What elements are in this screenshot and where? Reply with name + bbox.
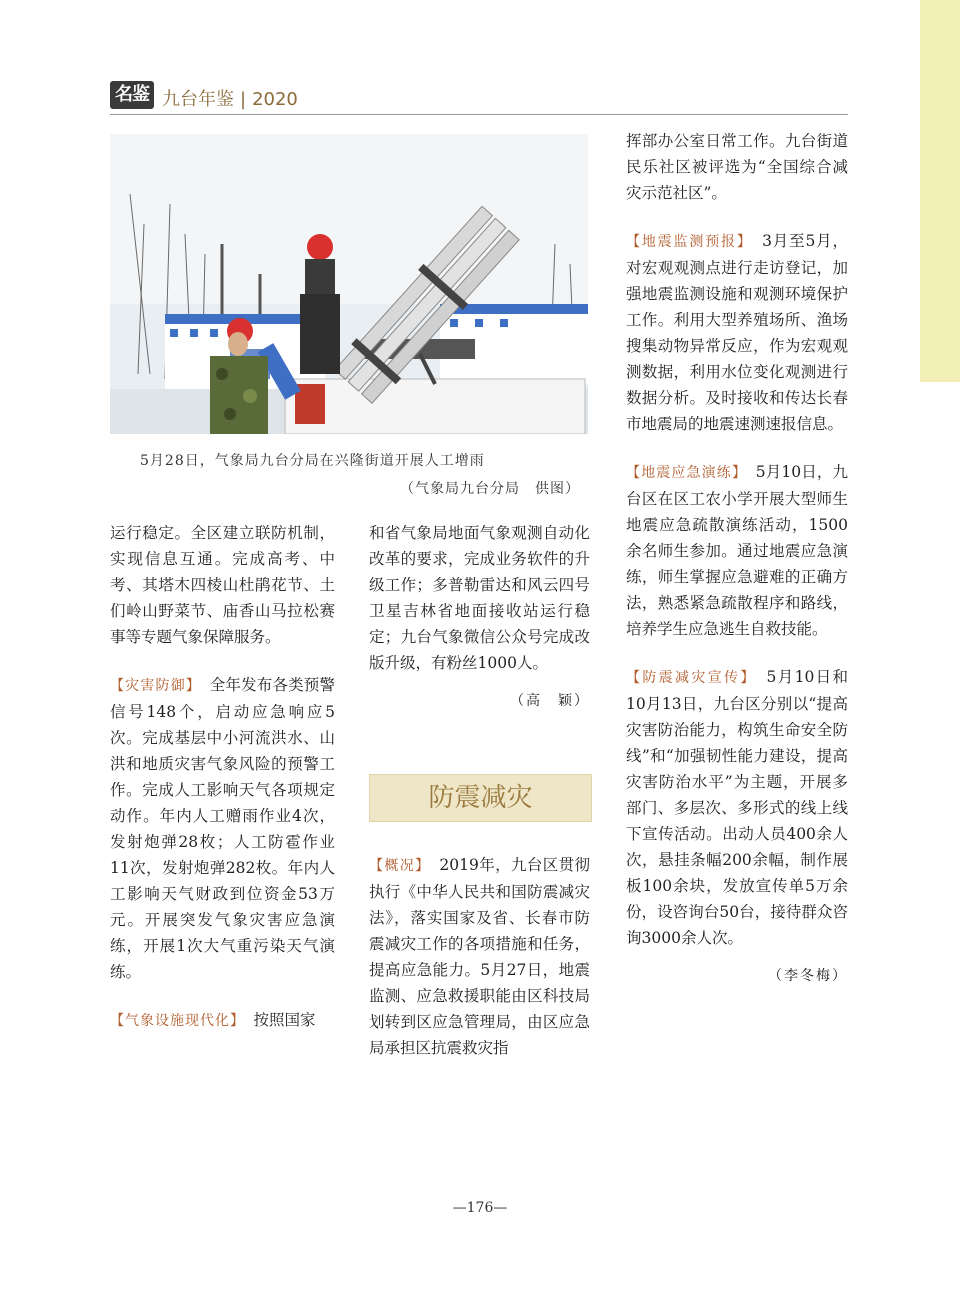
paragraph	[110, 1007, 335, 1034]
photo-caption: 5月28日，气象局九台分局在兴隆街道开展人工增雨	[140, 453, 485, 469]
paragraph-text: 按照国家	[253, 1011, 316, 1029]
paragraph: 运行稳定。全区建立联防机制，实现信息互通。完成高考、中考、其塔木四棱山杜鹃花节、土们岭山野菜节、庙香山马拉松赛事等专题气象保障服务。	[110, 524, 335, 646]
keyword-publicity: 【防震减灾宣传】	[626, 670, 750, 686]
column-3	[626, 128, 848, 1011]
side-tab	[920, 0, 960, 382]
column-2	[369, 520, 590, 736]
paragraph	[369, 852, 590, 1061]
paragraph	[626, 459, 848, 642]
photo-credit: （气象局九台分局 供图）	[400, 481, 580, 497]
keyword-overview: 【概况】	[369, 858, 424, 874]
page-number: —176—	[452, 1200, 508, 1216]
keyword-meteorological-facilities: 【气象设施现代化】	[110, 1013, 238, 1029]
keyword-earthquake-monitoring: 【地震监测预报】	[626, 234, 746, 250]
author-credit: （李冬梅）	[768, 968, 848, 984]
paragraph-text: 5月10日和10月13日，九台区分别以“提高灾害防治能力，构筑生命安全防线”和“加强韧性能力建设，提高灾害防治水平”为主题，开展多部门、多层次、多形式的线上线下宣传活动。出动人员400余人次，悬挂条幅200余幅，制作展板100余块，发放宣传单5万余份，设咨询台50台，接待群众咨询3000余人次。	[626, 668, 848, 947]
section-title-box: 防震减灾	[369, 774, 592, 822]
photo-illustration	[110, 134, 588, 434]
keyword-earthquake-drill: 【地震应急演练】	[626, 465, 741, 481]
column-2-lower	[369, 852, 590, 1083]
yearbook-year: 2020	[252, 89, 298, 110]
paragraph-text: 3月至5月，对宏观观测点进行走访登记，加强地震监测设施和观测环境保护工作。利用大型养殖场所、渔场搜集动物异常反应，作为宏观观测数据，利用水位变化观测进行数据分析。及时接收和传达长春市地震局的地震速测速报信息。	[626, 232, 848, 433]
keyword-disaster-prevention: 【灾害防御】	[110, 678, 195, 694]
header-title	[162, 85, 298, 111]
paragraph	[110, 672, 335, 985]
paragraph	[626, 664, 848, 951]
paragraph	[626, 228, 848, 437]
paragraph: 挥部办公室日常工作。九台街道民乐社区被评选为“全国综合减灾示范社区”。	[626, 132, 848, 202]
author-credit: （高 颖）	[510, 693, 590, 709]
paragraph-text: 5月10日，九台区在区工农小学开展大型师生地震应急疏散演练活动，1500余名师生参加。通过地震应急演练，师生掌握应急避难的正确方法，熟悉紧急疏散程序和路线，培养学生应急逃生自救技能。	[626, 463, 848, 638]
page-header	[110, 80, 848, 115]
column-1	[110, 520, 335, 1056]
paragraph: 和省气象局地面气象观测自动化改革的要求，完成业务软件的升级工作；多普勒雷达和风云四号卫星吉林省地面接收站运行稳定；九台气象微信公众号完成改版升级，有粉丝1000人。	[369, 524, 590, 672]
photo-artificial-rain	[110, 134, 588, 434]
logo: 名鉴	[110, 81, 154, 109]
paragraph-text: 2019年，九台区贯彻执行《中华人民共和国防震减灾法》，落实国家及省、长春市防震减灾工作的各项措施和任务，提高应急能力。5月27日，地震监测、应急救援职能由区科技局划转到区应急管理局，由区应急局承担区抗震救灾指	[369, 856, 590, 1057]
header-separator: |	[240, 89, 247, 110]
paragraph-text: 全年发布各类预警信号148个，启动应急响应5次。完成基层中小河流洪水、山洪和地质灾害气象风险的预警工作。完成人工影响天气各项规定动作。年内人工赠雨作业4次，发射炮弹28枚；人工防雹作业11次，发射炮弹282枚。年内人工影响天气财政到位资金53万元。开展突发气象灾害应急演练，开展1次大气重污染天气演练。	[110, 676, 335, 981]
yearbook-title: 九台年鉴	[162, 89, 234, 110]
